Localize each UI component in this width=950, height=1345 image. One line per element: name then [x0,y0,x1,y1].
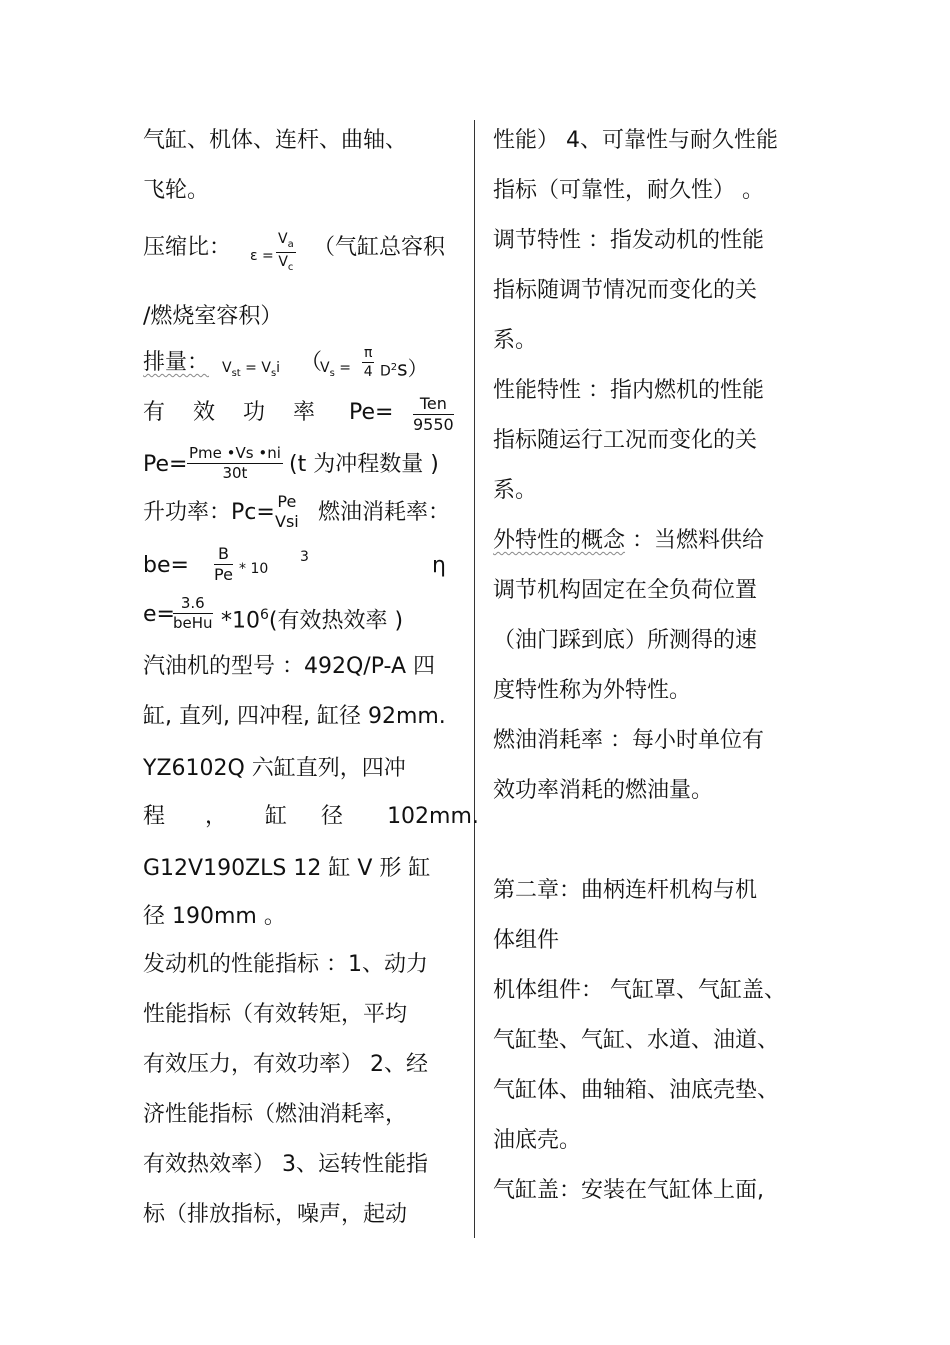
be-fraction: $\frac{B}{Pe}$ [214,544,233,584]
e-multiplier: $*10^6$(有效热效率 ) [221,607,404,634]
text-line: YZ6102Q 六缸直列，四冲 [143,756,406,781]
be-label: be= [143,553,189,578]
epsilon-symbol: ε = [250,248,274,264]
vs-formula: $V_s$ = [320,360,351,379]
text-line: 系。 [493,328,538,353]
text-line: 效功率消耗的燃油量。 [493,778,714,803]
d-squared-s: $D^2s$） [380,356,428,381]
text-line: 指标（可靠性，耐久性） 。 [493,178,764,203]
text-line: 调节特性 ：指发动机的性能 [493,228,764,253]
text-line: 标（排放指标，噪声，起动 [143,1202,408,1227]
text-line: 气缸盖：安装在气缸体上面, [493,1178,764,1203]
text-line: /燃烧室容积） [143,304,283,329]
compression-ratio-label: 压缩比： [143,235,232,260]
text-line: G12V190ZLS 12 缸 V 形 缸 [143,856,431,881]
text-line: 外特性的概念 ：当燃料供给 [493,528,765,553]
pe2-fraction: Pme •Vs •ni 30t [189,444,281,482]
displacement-formula: $V_{st} = V_si$ [222,360,281,379]
text-line: 有效热效率） 3、运转性能指 [143,1152,428,1177]
text-line: 缸, 直列, 四冲程, 缸径 92mm. [143,704,446,729]
text-line: 有效压力，有效功率） 2、经 [143,1052,428,1077]
text-line: 调节机构固定在全负荷位置 [493,578,758,603]
e-label: e= [143,602,175,627]
power-fraction: Ten 9550 [413,394,454,434]
text-line: 气缸、机体、连杆、曲轴、 [143,128,408,153]
text-line: 系。 [493,478,538,503]
text-line: 性能指标（有效转矩，平均 [143,1002,408,1027]
text-line: 性能） 4、可靠性与耐久性能 [493,128,778,153]
text-line: 度特性称为外特性。 [493,678,692,703]
text-line: 指标随运行工况而变化的关 [493,428,758,453]
text-line-justified: 程 ， 缸 径 102mm. [143,804,479,829]
e-fraction: 3.6 beHu [173,594,213,632]
text-line: （油门踩到底）所测得的速 [493,628,758,653]
effective-power-label: 有 效 功 率 [143,400,316,425]
eta-symbol: η [432,553,446,578]
pe-label: Pe= [349,400,394,425]
compression-fraction: $\frac{V_a}{V_c}$ [278,231,294,273]
compression-ratio-text: （气缸总容积 [313,235,446,260]
text-line: 飞轮。 [143,178,210,203]
fuel-consumption-label: 燃油消耗率： [318,500,451,525]
text-line: 燃油消耗率 ：每小时单位有 [493,728,764,753]
text-line: 径 190mm 。 [143,904,286,929]
pi-over-4-fraction: $\frac{\pi}{4}$ [363,345,373,380]
column-divider [474,120,475,1238]
text-line: 发动机的性能指标 ：1、动力 [143,952,428,977]
displacement-label: 排量： [143,350,210,375]
paren-open: （ [300,350,323,375]
be-multiplier: * 10 [239,561,269,577]
text-line: 气缸垫、气缸、水道、油道、 [493,1028,780,1053]
external-characteristic-term: 外特性的概念 [493,528,626,553]
text-line: 油底壳。 [493,1128,582,1153]
text-line: 性能特性 ：指内燃机的性能 [493,378,764,403]
text-line: 指标随调节情况而变化的关 [493,278,758,303]
pe2-text: (t 为冲程数量 ) [289,452,439,477]
chapter-heading: 第二章：曲柄连杆机构与机 [493,878,758,903]
text-line: 济性能指标（燃油消耗率， [143,1102,408,1127]
text-line: 汽油机的型号 ：492Q/P-A 四 [143,654,435,679]
lift-power-label: 升功率：Pc= [143,500,275,525]
pe2-label: Pe= [143,452,188,477]
chapter-heading-cont: 体组件 [493,928,560,953]
text-line: 气缸体、曲轴箱、油底壳垫、 [493,1078,780,1103]
text-line: 机体组件： 气缸罩、气缸盖、 [493,978,786,1003]
be-exponent: 3 [300,549,309,565]
lift-power-fraction: Pe Vsi [275,492,299,531]
